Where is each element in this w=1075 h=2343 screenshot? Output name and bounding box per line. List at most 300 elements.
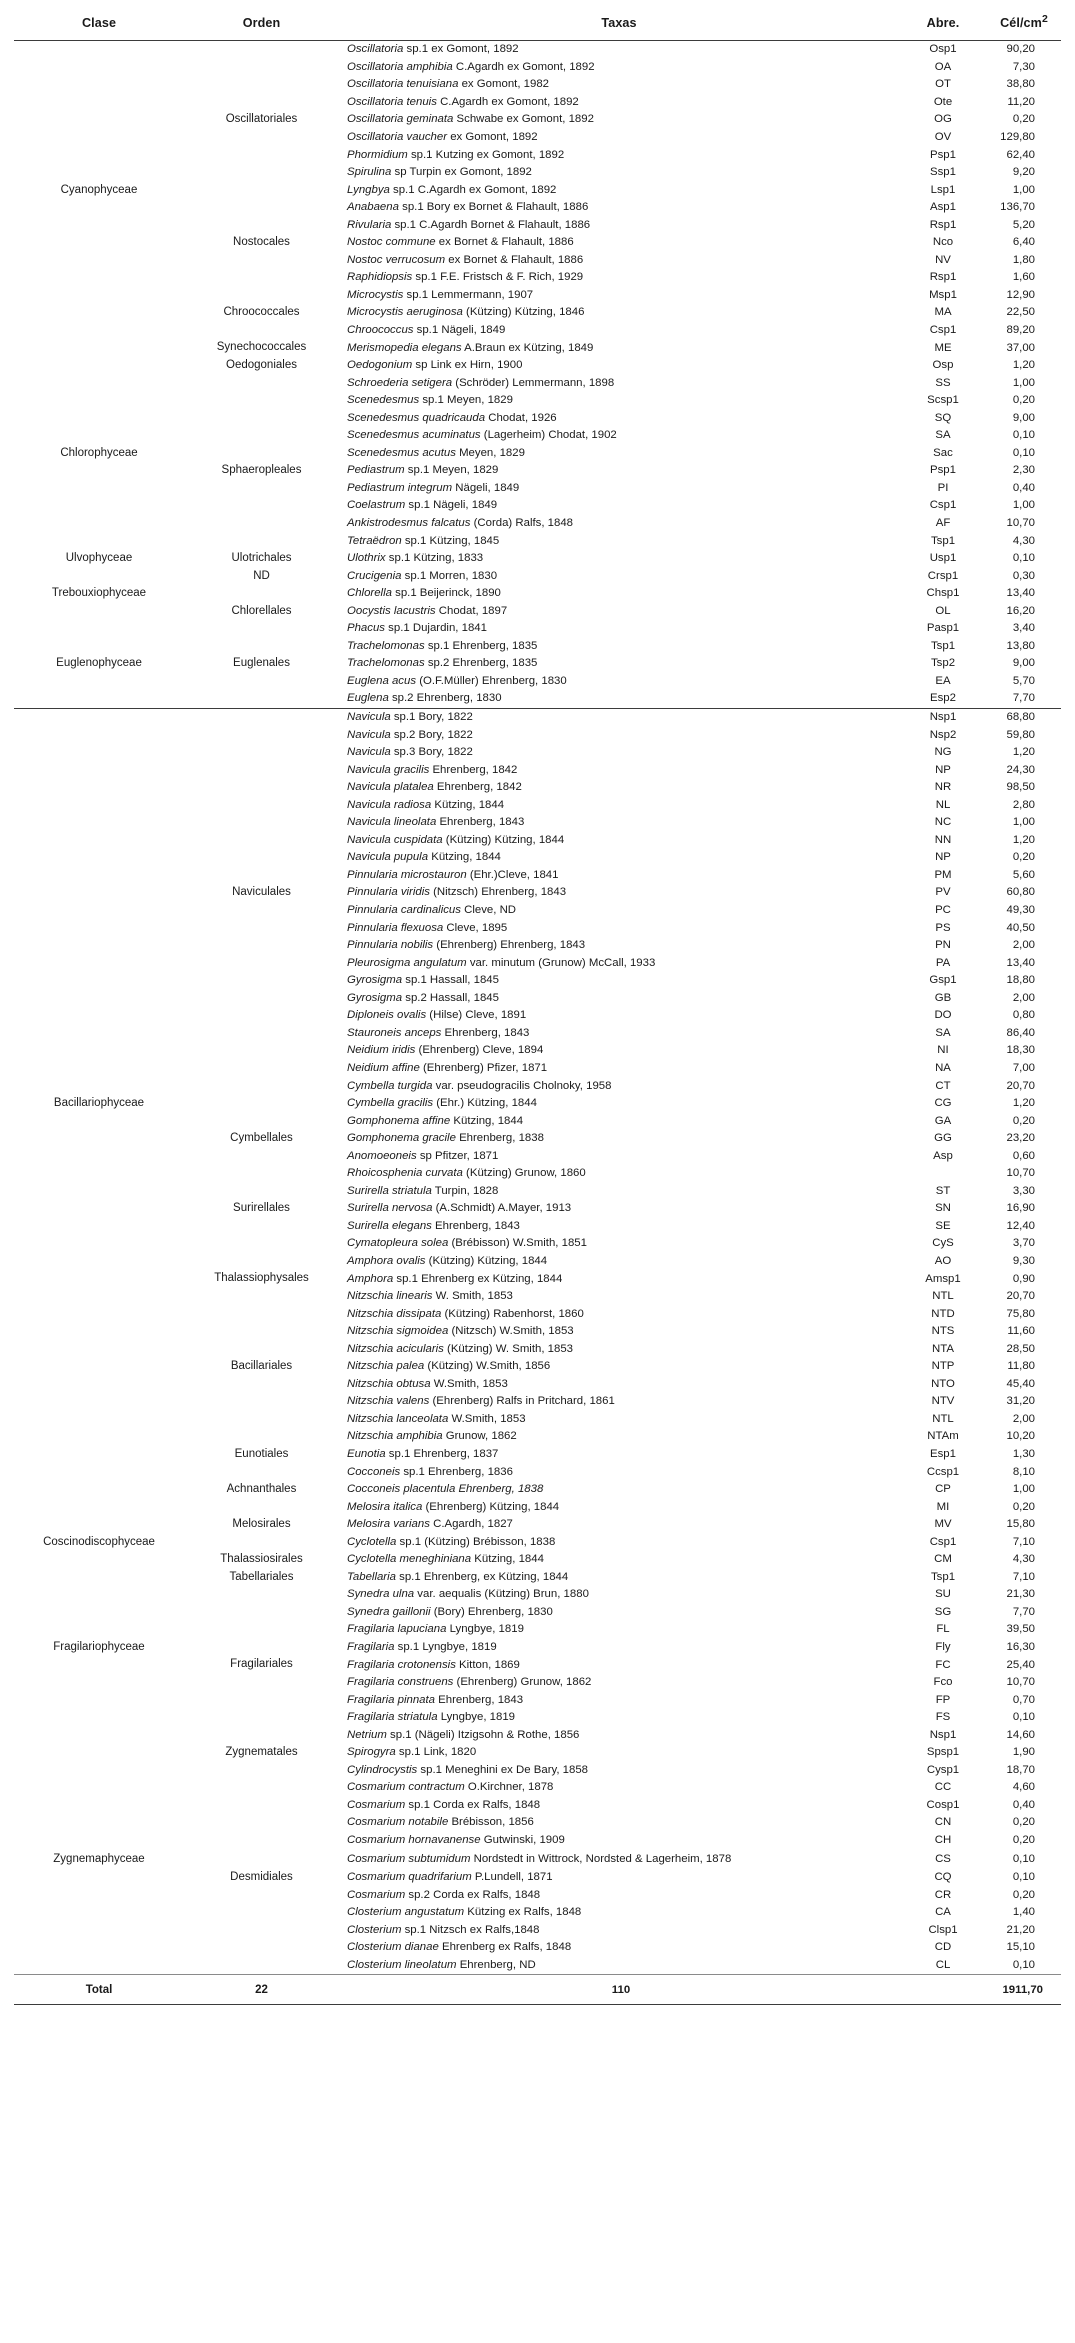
- cell-orden: [184, 1692, 339, 1710]
- taxa-authority: sp.1 Bory, 1822: [390, 711, 473, 724]
- cel-label: Cél/cm: [1000, 16, 1042, 31]
- cell-cel: 2,80: [1012, 798, 1035, 811]
- cell-orden: Sphaeropleales: [221, 464, 302, 477]
- taxa-binomial: Cyclotella meneghiniana: [347, 1553, 472, 1566]
- cell-abre: GB: [934, 991, 952, 1004]
- taxa-binomial: Scenedesmus quadricauda: [347, 411, 486, 424]
- cell-abre: SE: [935, 1219, 951, 1232]
- cell-taxa: [339, 744, 899, 762]
- cell-taxa: [339, 797, 899, 815]
- taxa-binomial: Oocystis lacustris: [347, 604, 436, 617]
- taxa-binomial: Nitzschia linearis: [347, 1290, 433, 1303]
- table-row: [14, 427, 1061, 445]
- cell-cel: 31,20: [1006, 1395, 1035, 1408]
- cell-taxa: [339, 550, 899, 568]
- cell-orden: [184, 1814, 339, 1832]
- cell-cel: 6,40: [1012, 236, 1035, 249]
- cell-cel: 45,40: [1006, 1377, 1035, 1390]
- cell-abre: AO: [934, 1254, 952, 1267]
- cell-taxa: [339, 1499, 899, 1517]
- table-row: [14, 1586, 1061, 1604]
- cell-clase: [14, 1446, 184, 1464]
- taxa-binomial: Pediastrum: [347, 464, 405, 477]
- table-row: [14, 59, 1061, 77]
- taxa-authority: Chodat, 1926: [485, 411, 557, 424]
- cell-abre: NTAm: [927, 1430, 959, 1443]
- table-row: [14, 955, 1061, 973]
- table-row: [14, 1814, 1061, 1832]
- table-row: [14, 1323, 1061, 1341]
- cell-abre: DO: [934, 1009, 952, 1022]
- taxa-authority: Kützing, 1844: [450, 1114, 524, 1127]
- taxa-binomial: Anabaena: [347, 201, 399, 214]
- cell-cel: 75,80: [1006, 1307, 1035, 1320]
- cell-taxa: [339, 1674, 899, 1692]
- cell-cel: 20,70: [1006, 1290, 1035, 1303]
- cell-orden: Chroococcales: [223, 306, 300, 319]
- cell-orden: [184, 902, 339, 920]
- taxa-binomial: Raphidiopsis: [347, 271, 413, 284]
- taxa-authority: (Ehr.)Cleve, 1841: [466, 868, 559, 881]
- cell-taxa: [339, 1253, 899, 1271]
- cell-orden: Desmidiales: [230, 1871, 293, 1884]
- taxa-binomial: Closterium angustatum: [347, 1906, 465, 1919]
- cell-clase: [14, 375, 184, 393]
- cell-taxa: [339, 603, 899, 621]
- cell-cel: 8,10: [1012, 1465, 1035, 1478]
- table-row: [14, 1446, 1061, 1464]
- taxa-binomial: Oedogonium: [347, 359, 413, 372]
- cell-orden: [184, 1939, 339, 1957]
- cell-taxa: [339, 1922, 899, 1940]
- taxa-binomial: Fragilaria lapuciana: [347, 1623, 447, 1636]
- cell-orden: [184, 690, 339, 708]
- cell-taxa: [339, 1235, 899, 1253]
- taxa-binomial: Cosmarium subtumidum: [347, 1852, 471, 1865]
- cell-taxa: [339, 427, 899, 445]
- cell-clase: [14, 1939, 184, 1957]
- cell-orden: Zygnematales: [225, 1746, 298, 1759]
- cell-orden: [184, 164, 339, 182]
- taxa-binomial: Chroococcus: [347, 323, 414, 336]
- cell-abre: [899, 1165, 987, 1183]
- cell-taxa: [339, 1904, 899, 1922]
- taxa-binomial: Euglena: [347, 692, 389, 705]
- cell-clase: [14, 1270, 184, 1288]
- taxa-authority: sp.2 Corda ex Ralfs, 1848: [405, 1888, 541, 1901]
- cell-clase: [14, 1499, 184, 1517]
- taxa-authority: (Nitzsch) Ehrenberg, 1843: [429, 886, 567, 899]
- table-header: [14, 6, 1061, 41]
- cell-abre: NP: [935, 851, 951, 864]
- cell-clase: [14, 111, 184, 129]
- cell-cel: 0,20: [1012, 113, 1035, 126]
- table-row: [14, 849, 1061, 867]
- table-row: [14, 727, 1061, 745]
- table-row: [14, 445, 1061, 463]
- table-row: [14, 1922, 1061, 1940]
- cell-cel: 7,70: [1012, 1605, 1035, 1618]
- cell-clase: [14, 1393, 184, 1411]
- taxa-binomial: Surirella nervosa: [347, 1202, 433, 1215]
- cell-orden: [184, 1288, 339, 1306]
- cell-taxa: [339, 762, 899, 780]
- taxa-binomial: Anomoeoneis: [347, 1149, 417, 1162]
- table-row: [14, 94, 1061, 112]
- taxa-authority: sp.2 Ehrenberg, 1835: [424, 657, 538, 670]
- cell-cel: 5,60: [1012, 868, 1035, 881]
- taxa-binomial: Nitzschia dissipata: [347, 1307, 442, 1320]
- cell-cel: 10,20: [1006, 1430, 1035, 1443]
- cell-taxa: [339, 339, 899, 357]
- cell-orden: Ulotrichales: [231, 552, 292, 565]
- table-row: [14, 1551, 1061, 1569]
- cell-clase: [14, 1165, 184, 1183]
- cell-orden: [184, 867, 339, 885]
- cell-cel: 3,70: [1012, 1237, 1035, 1250]
- cell-taxa: [339, 920, 899, 938]
- table-row: [14, 1218, 1061, 1236]
- cell-orden: Euglenales: [233, 657, 290, 670]
- cell-orden: [184, 849, 339, 867]
- cell-cel: 7,10: [1012, 1570, 1035, 1583]
- table-row: [14, 164, 1061, 182]
- cell-cel: 0,20: [1012, 851, 1035, 864]
- cell-clase: [14, 1586, 184, 1604]
- cell-cel: 7,30: [1012, 60, 1035, 73]
- table-row: [14, 76, 1061, 94]
- cell-taxa: [339, 1446, 899, 1464]
- cell-taxa: [339, 76, 899, 94]
- cell-abre: Tsp2: [930, 657, 956, 670]
- cell-orden: [184, 375, 339, 393]
- cell-orden: [184, 533, 339, 551]
- cell-cel: 18,80: [1006, 974, 1035, 987]
- cell-abre: Fco: [933, 1676, 953, 1689]
- cell-cel: 18,70: [1006, 1763, 1035, 1776]
- table-row: [14, 1463, 1061, 1481]
- cell-clase: Chlorophyceae: [60, 446, 138, 459]
- cell-taxa: [339, 217, 899, 235]
- cell-taxa: [339, 638, 899, 656]
- cell-orden: Oedogoniales: [226, 359, 297, 372]
- cell-cel: 1,30: [1012, 1447, 1035, 1460]
- cell-clase: [14, 199, 184, 217]
- table-row: [14, 744, 1061, 762]
- taxa-authority: sp.1 Ehrenberg, ex Kützing, 1844: [395, 1570, 569, 1583]
- cell-abre: PV: [935, 886, 951, 899]
- cell-clase: [14, 1428, 184, 1446]
- cell-abre: CyS: [932, 1237, 954, 1250]
- cell-clase: [14, 1323, 184, 1341]
- cell-cel: 1,90: [1012, 1746, 1035, 1759]
- cell-taxa: [339, 902, 899, 920]
- cell-clase: [14, 1604, 184, 1622]
- taxa-authority: Cleve, ND: [460, 904, 517, 917]
- cell-taxa: [339, 1025, 899, 1043]
- cell-taxa: [339, 515, 899, 533]
- taxa-binomial: Ankistrodesmus falcatus: [347, 517, 471, 529]
- cell-clase: [14, 392, 184, 410]
- cell-clase: [14, 1253, 184, 1271]
- table-row: [14, 1797, 1061, 1815]
- cell-clase: [14, 1904, 184, 1922]
- cell-abre: Scsp1: [927, 394, 959, 407]
- table-row: [14, 1481, 1061, 1499]
- taxa-binomial: Lyngbya: [347, 183, 390, 196]
- cell-cel: 0,70: [1012, 1693, 1035, 1706]
- cell-orden: [184, 727, 339, 745]
- taxa-authority: sp.1 Nitzsch ex Ralfs,1848: [401, 1923, 540, 1936]
- cell-cel: 7,00: [1012, 1061, 1035, 1074]
- cell-clase: [14, 1709, 184, 1727]
- taxa-binomial: Cocconeis: [347, 1465, 401, 1478]
- cell-clase: Bacillariophyceae: [53, 1096, 145, 1109]
- table-row: [14, 585, 1061, 603]
- cell-orden: [184, 638, 339, 656]
- taxa-binomial: Nostoc commune: [347, 236, 436, 249]
- column-header-taxas: Taxas: [601, 16, 637, 31]
- cell-clase: [14, 1657, 184, 1675]
- cell-clase: [14, 1376, 184, 1394]
- cell-cel: 129,80: [1000, 130, 1035, 143]
- cell-clase: Coscinodiscophyceae: [43, 1535, 155, 1548]
- cell-abre: MA: [934, 306, 952, 319]
- cell-orden: [184, 41, 339, 59]
- cell-taxa: [339, 620, 899, 638]
- taxa-binomial: Tabellaria: [347, 1570, 396, 1583]
- cell-abre: OV: [934, 130, 952, 143]
- taxa-binomial: Fragilaria crotonensis: [347, 1658, 456, 1671]
- cell-abre: GG: [934, 1132, 952, 1145]
- table-row: [14, 287, 1061, 305]
- cell-cel: 98,50: [1006, 781, 1035, 794]
- taxa-authority: sp.1 Ehrenberg, 1835: [424, 639, 538, 652]
- cell-abre: Tsp1: [930, 639, 956, 652]
- cell-clase: [14, 1218, 184, 1236]
- taxa-binomial: Amphora: [347, 1272, 394, 1285]
- taxa-binomial: Tetraëdron: [347, 534, 402, 547]
- cell-abre: PI: [937, 481, 949, 494]
- cell-taxa: [339, 1779, 899, 1797]
- cell-orden: [184, 515, 339, 533]
- cell-orden: [184, 744, 339, 762]
- taxa-authority: Kützing ex Ralfs, 1848: [464, 1906, 582, 1919]
- taxa-authority: sp.3 Bory, 1822: [390, 746, 473, 759]
- cell-cel: 15,80: [1006, 1518, 1035, 1531]
- cell-abre: SU: [935, 1588, 951, 1601]
- table-row: [14, 673, 1061, 691]
- taxa-binomial: Chlorella: [347, 587, 392, 600]
- cell-cel: 11,80: [1007, 1360, 1035, 1373]
- table-row: [14, 252, 1061, 270]
- cell-taxa: [339, 1586, 899, 1604]
- taxa-authority: sp.1 C.Agardh Bornet & Flahault, 1886: [391, 218, 591, 231]
- cell-cel: 0,10: [1012, 1871, 1035, 1884]
- cell-taxa: [339, 1692, 899, 1710]
- cell-clase: [14, 269, 184, 287]
- cell-taxa: [339, 1604, 899, 1622]
- table-row: [14, 1148, 1061, 1166]
- taxa-authority: Grunow, 1862: [442, 1430, 517, 1443]
- taxa-binomial: Cosmarium contractum: [347, 1781, 465, 1794]
- cell-taxa: [339, 1463, 899, 1481]
- taxa-authority: var. pseudogracilis Cholnoky, 1958: [432, 1079, 612, 1092]
- taxa-binomial: Trachelomonas: [347, 639, 425, 652]
- cell-clase: [14, 462, 184, 480]
- taxa-authority: sp.1 Hassall, 1845: [402, 974, 499, 987]
- cell-abre: Fly: [935, 1641, 951, 1653]
- taxa-binomial: Nitzschia amphibia: [347, 1430, 443, 1443]
- cell-abre: Nsp1: [929, 711, 957, 724]
- taxa-authority: sp.1 Ehrenberg ex Kützing, 1844: [393, 1272, 563, 1285]
- total-label: Total: [85, 1984, 113, 1997]
- taxa-binomial: Gomphonema gracile: [347, 1132, 456, 1145]
- cell-clase: [14, 620, 184, 638]
- cell-taxa: [339, 1657, 899, 1675]
- cell-clase: Cyanophyceae: [60, 183, 138, 196]
- cell-cel: 136,70: [1000, 201, 1035, 214]
- cell-taxa: [339, 884, 899, 902]
- cell-clase: [14, 1762, 184, 1780]
- cell-clase: [14, 234, 184, 252]
- cell-orden: [184, 445, 339, 463]
- cell-orden: Thalassiophysales: [214, 1272, 309, 1285]
- taxa-authority: (Kützing) Kützing, 1846: [462, 306, 585, 319]
- cell-clase: [14, 1200, 184, 1218]
- taxa-authority: (Lagerheim) Chodat, 1902: [480, 429, 617, 442]
- cell-abre: PC: [935, 904, 951, 917]
- taxa-authority: W. Smith, 1853: [432, 1290, 513, 1303]
- table-row: [14, 990, 1061, 1008]
- table-row: [14, 217, 1061, 235]
- table-row: [14, 1621, 1061, 1639]
- table-row: [14, 1306, 1061, 1324]
- taxa-authority: ex Gomont, 1982: [458, 78, 549, 91]
- cell-cel: 7,10: [1012, 1535, 1035, 1548]
- taxa-authority: (Bory) Ehrenberg, 1830: [430, 1605, 553, 1618]
- cell-orden: [184, 1411, 339, 1429]
- cell-clase: [14, 322, 184, 340]
- taxa-binomial: Phacus: [347, 622, 385, 635]
- cell-abre: EA: [935, 674, 951, 687]
- cell-cel: 22,50: [1006, 306, 1035, 319]
- cell-taxa: [339, 1060, 899, 1078]
- taxa-authority: (Kützing) Grunow, 1860: [462, 1167, 586, 1180]
- taxa-authority: (Ehr.) Kützing, 1844: [433, 1097, 537, 1110]
- cell-taxa: [339, 1727, 899, 1745]
- cell-cel: 21,20: [1006, 1923, 1035, 1936]
- cell-cel: 0,30: [1012, 569, 1035, 582]
- table-row: [14, 1499, 1061, 1517]
- table-row: [14, 779, 1061, 797]
- cell-abre: NTL: [932, 1412, 954, 1425]
- cell-taxa: [339, 94, 899, 112]
- cell-orden: Thalassiosirales: [220, 1553, 303, 1566]
- taxa-binomial: Neidium affine: [347, 1061, 420, 1074]
- cell-abre: CN: [934, 1816, 952, 1829]
- cell-abre: Cysp1: [926, 1763, 960, 1776]
- taxa-binomial: Neidium iridis: [347, 1044, 416, 1057]
- cell-abre: OA: [934, 60, 952, 73]
- table-row: [14, 797, 1061, 815]
- cell-clase: [14, 1306, 184, 1324]
- taxa-authority: sp.1 ex Gomont, 1892: [403, 43, 519, 56]
- cell-abre: MV: [934, 1518, 952, 1531]
- cell-cel: 1,20: [1012, 1097, 1035, 1110]
- cell-cel: 1,60: [1012, 271, 1035, 284]
- table-row: [14, 1957, 1061, 1975]
- taxa-binomial: Closterium lineolatum: [347, 1958, 457, 1971]
- cell-clase: [14, 287, 184, 305]
- cell-clase: [14, 902, 184, 920]
- taxa-binomial: Gyrosigma: [347, 974, 403, 987]
- cell-abre: NP: [935, 763, 951, 776]
- taxa-authority: sp.1 Meyen, 1829: [419, 394, 513, 407]
- taxa-binomial: Nitzschia acicularis: [347, 1342, 444, 1355]
- taxa-authority: sp.2 Bory, 1822: [390, 728, 473, 741]
- taxa-binomial: Fragilaria striatula: [347, 1711, 438, 1724]
- cell-clase: [14, 709, 184, 727]
- cell-abre: OG: [934, 113, 952, 126]
- taxa-binomial: Oscillatoria tenuis: [347, 95, 437, 108]
- cell-taxa: [339, 462, 899, 480]
- cell-cel: 5,20: [1012, 218, 1035, 231]
- cell-cel: 10,70: [1006, 1167, 1035, 1180]
- taxa-authority: sp Link ex Hirn, 1900: [412, 359, 523, 372]
- cell-abre: Crsp1: [927, 569, 959, 582]
- table-row: [14, 972, 1061, 990]
- cell-abre: Psp1: [930, 464, 956, 477]
- cell-orden: Achnanthales: [226, 1483, 297, 1496]
- cell-taxa: [339, 1200, 899, 1218]
- cell-abre: Chsp1: [926, 587, 960, 600]
- cell-abre: Asp1: [930, 201, 956, 214]
- cell-abre: Gsp1: [929, 974, 957, 987]
- taxa-authority: sp.1 Bory ex Bornet & Flahault, 1886: [398, 201, 589, 214]
- cell-clase: [14, 1358, 184, 1376]
- taxa-authority: sp.1 F.E. Fristsch & F. Rich, 1929: [412, 271, 584, 284]
- cell-clase: [14, 410, 184, 428]
- cell-taxa: [339, 1165, 899, 1183]
- cell-cel: 0,40: [1012, 1798, 1035, 1811]
- table-row: [14, 884, 1061, 902]
- cell-orden: [184, 955, 339, 973]
- taxa-authority: sp.1 Ehrenberg, 1836: [400, 1465, 513, 1478]
- cell-cel: 12,90: [1006, 288, 1035, 301]
- cell-abre: NTA: [932, 1342, 954, 1355]
- taxa-authority: sp Pfitzer, 1871: [416, 1149, 499, 1162]
- cell-taxa: [339, 182, 899, 200]
- table-row: [14, 1411, 1061, 1429]
- total-row: [14, 1975, 1061, 2005]
- taxa-binomial: Pinnularia microstauron: [347, 868, 467, 881]
- cell-taxa: [339, 1341, 899, 1359]
- cell-clase: [14, 1481, 184, 1499]
- cell-abre: Sac: [933, 446, 953, 459]
- taxa-authority: sp.1 Corda ex Ralfs, 1848: [405, 1798, 541, 1811]
- table-row: [14, 937, 1061, 955]
- cell-cel: 21,30: [1006, 1588, 1035, 1601]
- cell-taxa: [339, 779, 899, 797]
- table-row: [14, 1060, 1061, 1078]
- cell-taxa: [339, 146, 899, 164]
- cell-orden: Naviculales: [232, 886, 291, 899]
- cell-orden: [184, 1218, 339, 1236]
- cell-clase: [14, 533, 184, 551]
- cell-orden: [184, 1499, 339, 1517]
- cell-abre: ST: [935, 1184, 951, 1197]
